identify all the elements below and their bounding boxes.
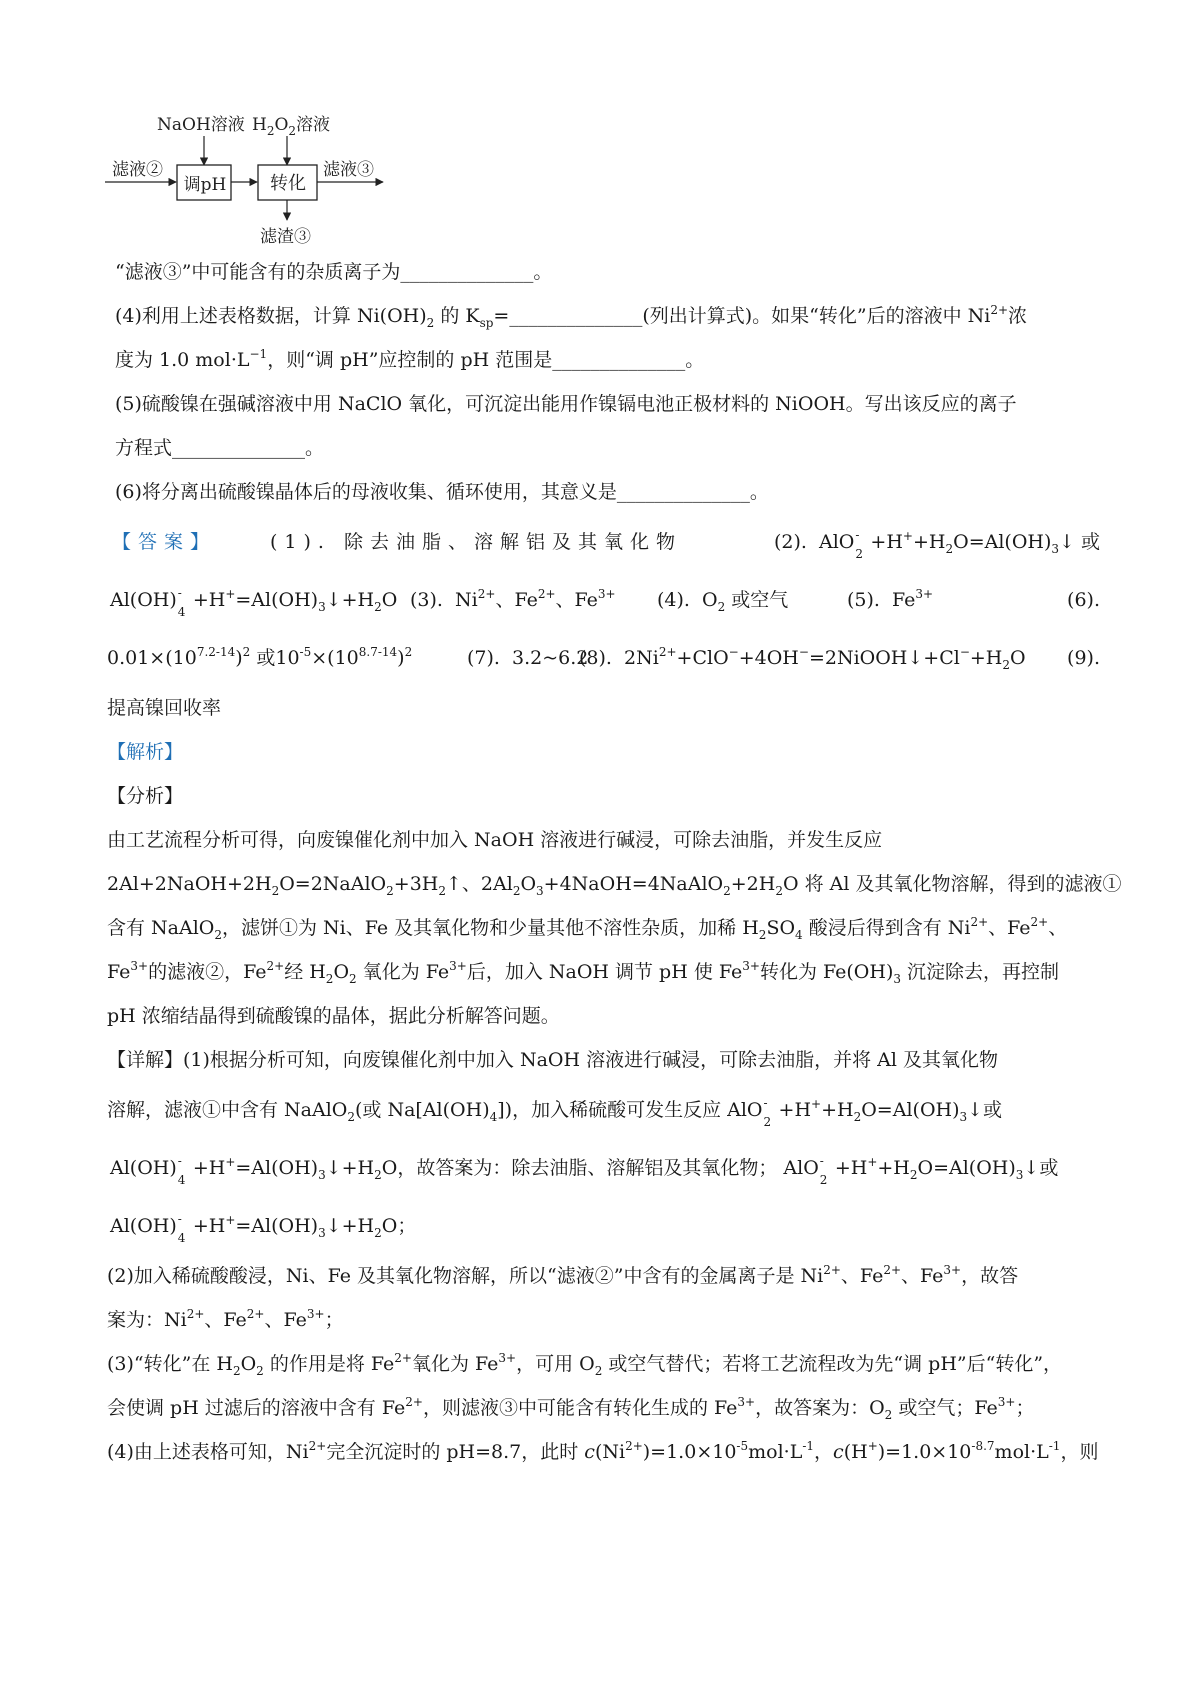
question-5-line-1: (5)硫酸镍在强碱溶液中用 NaClO 氧化，可沉淀出能用作镍镉电池正极材料的 NiOOH。写出该反应的离子 (115, 393, 1017, 415)
question-4-line-2: 度为 1.0 $mol\cdot L^{-1}$，则“调 pH”应控制的 pH 范围是______________。 (115, 347, 705, 371)
detail-line-8: 会使调 pH 过滤后的溶液中含有 $Fe^{2+}$，则滤液③中可能含有转化生成的 $Fe^{3+}$，故答案为：$O_2$ 或空气；$Fe^{3+}$； (107, 1395, 1035, 1422)
detail-line-5: (2)加入稀硫酸酸浸，Ni、Fe 及其氧化物溶解，所以“滤液②”中含有的金属离子是 $Ni^{2+}$、$Fe^{2+}$、$Fe^{3+}$，故答 (107, 1263, 1019, 1287)
answer-2: (2). AlO - 2 $+H^++H_2O=Al(OH)_3↓$ 或 (773, 528, 1100, 561)
question-4-line-1: (4)利用上述表格数据，计算 $Ni(OH)_2$ 的 $K_{sp}=\_\_\_\_\_\_\_\_\_\_\_\_\_\_$(列出计算式)。如果“转化”后的溶液中 $Ni^{2+}$浓 (115, 303, 1028, 330)
answer-9-text: 提高镍回收率 (107, 697, 222, 719)
detail-line-7: (3)“转化”在 $H_2O_2$ 的作用是将 $Fe^{2+}$氧化为 $Fe^{3+}$，可用 $O_2$ 或空气替代；若将工艺流程改为先“调 pH”后“转化”， (107, 1351, 1063, 1378)
analysis-paragraph-line-2: $2Al+2NaOH+2H_2O=2NaAlO_2+3H_2↑$、$2Al_2O_3+4NaOH=4NaAlO_2+2H_2O$ 将 Al 及其氧化物溶解，得到的滤液① (107, 873, 1122, 898)
detail-line-4: Al(OH) - 4 $+H^+=Al(OH)_3↓+H_2O$； (110, 1212, 417, 1245)
filtrate-2-label: 滤液② (112, 160, 163, 180)
process-flow-diagram (100, 110, 440, 260)
analysis-paragraph-line-4: $Fe^{3+}$的滤液②，$Fe^{2+}$经 $H_2O_2$ 氧化为 $Fe^{3+}$后，加入 NaOH 调节 pH 使 $Fe^{3+}$转化为 $Fe(OH)_3$ 沉淀除去，再控制 (107, 959, 1060, 986)
convert-label: 转化 (270, 173, 306, 194)
answer-1: (1). 除去油脂、溶解铝及其氧化物 (270, 531, 682, 553)
analysis-subheading: 【分析】 (107, 785, 184, 807)
naoh-solution-label: NaOH溶液 (157, 115, 245, 135)
detail-line-2: 溶解，滤液①中含有 NaAlO$_2$(或 $Na[Al(OH)_4]$)，加入稀硫酸可发生反应 AlO - 2 $+H^++H_2O=Al(OH)_3↓$或 (107, 1096, 1003, 1129)
answer-7: (7). 3.2~6.2 (467, 647, 589, 669)
answer-3: (3). $Ni^{2+}$、$Fe^{2+}$、$Fe^{3+}$ (410, 587, 616, 611)
detail-line-3: Al(OH) - 4 $+H^+=Al(OH)_3↓+H_2O$，故答案为：除去油脂、溶解铝及其氧化物； AlO - 2 $+H^++H_2O=Al(OH)_3↓$或 (110, 1154, 1059, 1187)
analysis-paragraph-line-1: 由工艺流程分析可得，向废镍催化剂中加入 NaOH 溶液进行碱浸，可除去油脂，并发生反应 (107, 829, 883, 851)
answer-6-number: (6). (1067, 589, 1100, 611)
analysis-paragraph-line-5: pH 浓缩结晶得到硫酸镍的晶体，据此分析解答问题。 (107, 1005, 560, 1027)
analysis-paragraph-line-3: 含有 NaAlO$_2$，滤饼①为 Ni、Fe 及其氧化物和少量其他不溶性杂质，加稀 $H_2SO_4$ 酸浸后得到含有 $Ni^{2+}$、$Fe^{2+}$、 (107, 915, 1068, 942)
answer-4: (4). $O_2$ 或空气 (657, 589, 789, 614)
detail-line-1: 【详解】(1)根据分析可知，向废镍催化剂中加入 NaOH 溶液进行碱浸，可除去油脂，并将 Al 及其氧化物 (107, 1049, 998, 1071)
answer-8: (8). $2Ni^{2+}+ClO^-+4OH^-=2NiOOH↓+Cl^-+H_2O$ (579, 645, 1026, 672)
answer-label: 【答案】 (112, 531, 217, 553)
question-6: (6)将分离出硫酸镍晶体后的母液收集、循环使用，其意义是______________。 (115, 481, 769, 503)
answer-5: (5). $Fe^{3+}$ (847, 587, 934, 611)
filtrate-3-label: 滤液③ (323, 160, 374, 180)
answer-6-expression: $0.01\times(10^{7.2-14})^2$ 或$10^{-5}\times(10^{8.7-14})^2$ (107, 645, 413, 669)
detail-line-9: (4)由上述表格可知，$Ni^{2+}$完全沉淀时的 pH=8.7，此时 $c(Ni^{2+})=1.0\times 10^{-5}mol\cdot L^{-1}$，$c(H^+)=1.0\times 10^{-8.7}mol\cdot L^{-1}$，则 (107, 1439, 1099, 1463)
answer-2-continued: Al(OH) - 4 $+H^+=Al(OH)_3↓+H_2O$ (110, 586, 398, 619)
question-5-line-2: 方程式______________。 (115, 437, 325, 459)
h2o2-solution-label: $H_2O_2$溶液 (252, 115, 331, 136)
analysis-heading: 【解析】 (107, 741, 184, 763)
adjust-ph-label: 调pH (183, 175, 227, 195)
residue-3-label: 滤渣③ (260, 227, 311, 247)
question-3-tail: “滤液③”中可能含有的杂质离子为______________。 (115, 261, 553, 283)
detail-line-6: 案为：$Ni^{2+}$、$Fe^{2+}$、$Fe^{3+}$； (107, 1307, 344, 1331)
answer-9-number: (9). (1067, 647, 1100, 669)
